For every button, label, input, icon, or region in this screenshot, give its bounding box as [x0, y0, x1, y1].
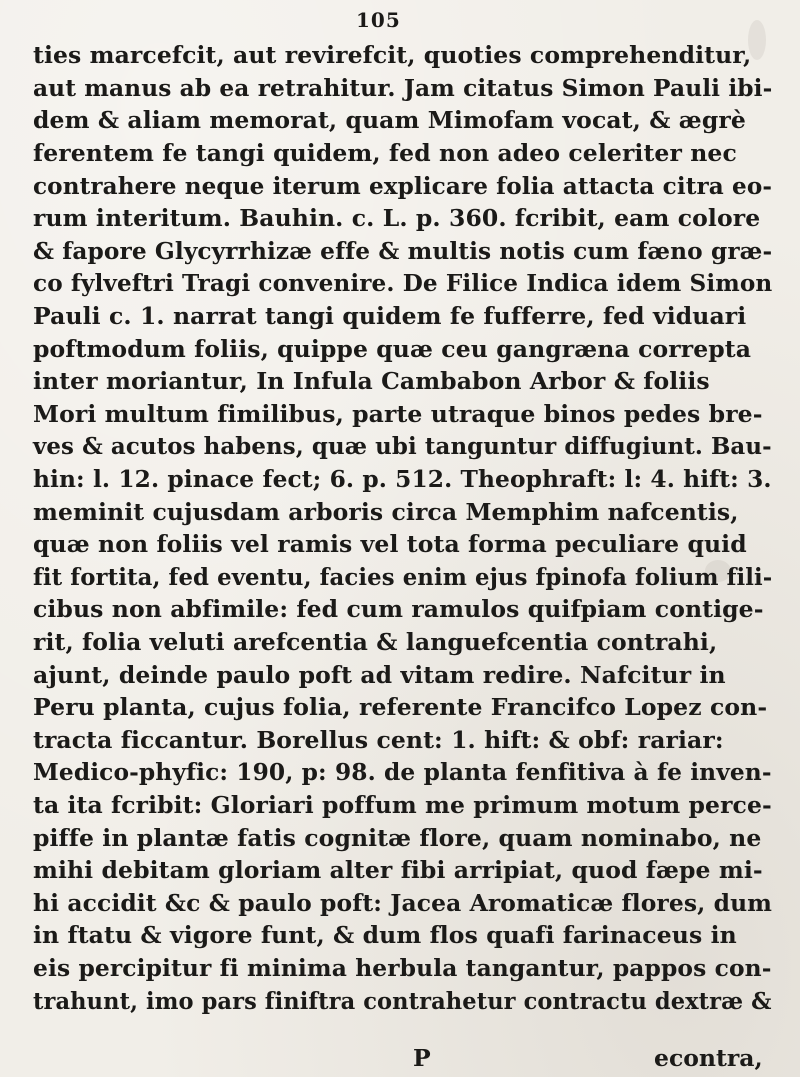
text-line: hi accidit &c & paulo poft: Jacea Aromaticæ flores, dum — [33, 889, 773, 917]
text-line: rum interitum. Bauhin. c. L. p. 360. fcribit, eam colore — [33, 204, 761, 232]
page-number: 105 — [356, 8, 401, 32]
text-line: piffe in plantæ fatis cognitæ flore, quam nominabo, ne — [33, 824, 762, 852]
text-line: in ftatu & vigore funt, & dum flos quafi farinaceus in — [33, 921, 737, 949]
text-line: inter moriantur, In Infula Cambabon Arbor & foliis — [33, 367, 710, 395]
text-line: meminit cujusdam arboris circa Memphim nafcentis, — [33, 498, 739, 526]
text-line: tracta ficcantur. Borellus cent: 1. hift: & obf: rariar: — [33, 726, 724, 754]
text-line: trahunt, imo pars finiftra contrahetur contractu dextræ & — [33, 987, 772, 1015]
text-line: ajunt, deinde paulo poft ad vitam redire. Nafcitur in — [33, 661, 726, 689]
text-line: rit, folia veluti arefcentia & languefcentia contrahi, — [33, 628, 718, 656]
text-line: ves & acutos habens, quæ ubi tanguntur diffugiunt. Bau- — [33, 432, 772, 460]
text-line: eis percipitur fi minima herbula tangantur, pappos con- — [33, 954, 772, 982]
text-line: aut manus ab ea retrahitur. Jam citatus Simon Pauli ibi- — [33, 74, 773, 102]
text-line: Medico-phyfic: 190, p: 98. de planta fenfitiva à fe inven- — [33, 758, 772, 786]
signature-mark: P — [413, 1044, 431, 1072]
text-line: quæ non foliis vel ramis vel tota forma peculiare quid — [33, 530, 747, 558]
catchword: econtra, — [654, 1044, 763, 1072]
text-line: dem & aliam memorat, quam Mimofam vocat, & ægrè — [33, 106, 746, 134]
text-line: mihi debitam gloriam alter fibi arripiat, quod fæpe mi- — [33, 856, 763, 884]
text-line: contrahere neque iterum explicare folia attacta citra eo- — [33, 172, 773, 200]
text-line: Peru planta, cujus folia, referente Francifco Lopez con- — [33, 693, 768, 721]
text-line: ferentem fe tangi quidem, fed non adeo celeriter nec — [33, 139, 737, 167]
text-line: Pauli c. 1. narrat tangi quidem fe fufferre, fed viduari — [33, 302, 747, 330]
text-line: hin: l. 12. pinace fect; 6. p. 512. Theophraft: l: 4. hift: 3. — [33, 465, 772, 493]
text-line: Mori multum fimilibus, parte utraque binos pedes bre- — [33, 400, 763, 428]
text-line: & fapore Glycyrrhizæ effe & multis notis cum fæno græ- — [33, 237, 773, 265]
text-line: ties marcefcit, aut revirefcit, quoties comprehenditur, — [33, 41, 752, 69]
text-line: co fylveftri Tragi convenire. De Filice Indica idem Simon — [33, 269, 773, 297]
text-line: fit fortita, fed eventu, facies enim ejus fpinofa folium fili- — [33, 563, 773, 591]
text-line: ta ita fcribit: Gloriari poffum me primum motum perce- — [33, 791, 772, 819]
text-line: cibus non abfimile: fed cum ramulos quifpiam contige- — [33, 595, 764, 623]
text-line: poftmodum foliis, quippe quæ ceu gangræna correpta — [33, 335, 752, 363]
